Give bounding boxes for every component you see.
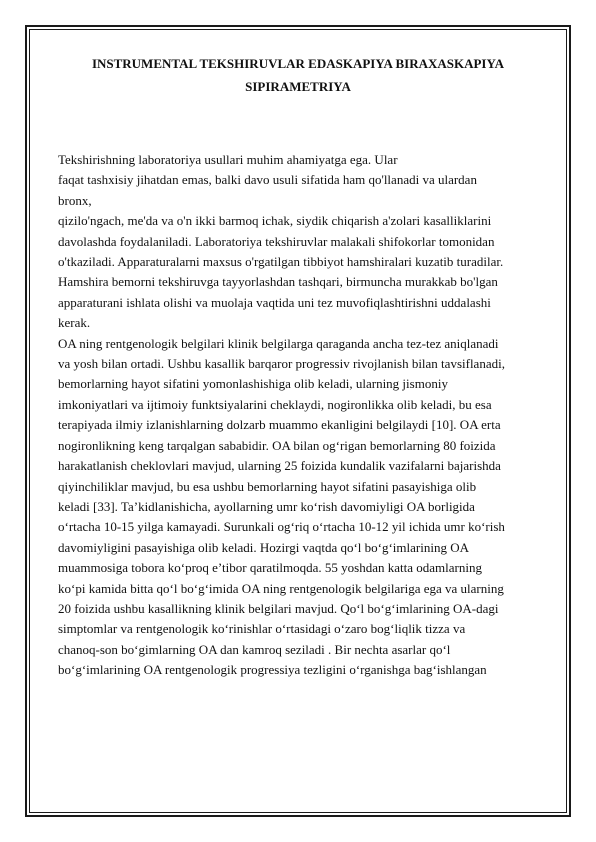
- document-body: [58, 150, 542, 681]
- text-line: o‘rtacha 10-15 yilga kamayadi. Surunkali og‘riq o‘rtacha 10-12 yil ichida umr ko‘rish: [58, 519, 505, 535]
- text-line: qiyinchiliklar mavjud, bu esa ushbu bemorlarning hayot sifatini pasayishiga olib: [58, 478, 477, 494]
- text-line: OA ning rentgenologik belgilari klinik belgilarga qaraganda ancha tez-tez aniqlanadi: [58, 335, 499, 351]
- text-line: ko‘pi kamida bitta qo‘l bo‘g‘imida OA ning rentgenologik belgilariga ega va ularning: [58, 580, 504, 596]
- text-line: chanoq-son bo‘gimlarning OA dan kamroq seziladi . Bir nechta asarlar qo‘l: [58, 641, 451, 657]
- text-line: simptomlar va rentgenologik ko‘rinishlar o‘rtasidagi o‘zaro bog‘liqlik tizza va: [58, 621, 466, 637]
- text-line: davomiyligini pasayishiga olib keladi. Hozirgi vaqtda qo‘l bo‘g‘imlarining OA: [58, 539, 469, 555]
- text-line: muammosiga tobora ko‘proq e’tibor qaratilmoqda. 55 yoshdan katta odamlarning: [58, 560, 482, 576]
- text-line: keladi [33]. Ta’kidlanishicha, ayollarning umr ko‘rish davomiyligi OA borligida: [58, 498, 475, 514]
- text-line: Tekshirishning laboratoriya usullari muhim ahamiyatga ega. Ular: [58, 152, 398, 167]
- text-line: Hamshira bemorni tekshiruvga tayyorlashdan tashqari, birmuncha murakkab bo'lgan: [58, 274, 498, 290]
- text-line: 20 foizida ushbu kasallikning klinik belgilari mavjud. Qo‘l bo‘g‘imlarining OA-dagi: [58, 600, 499, 616]
- title-line-1: INSTRUMENTAL TEKSHIRUVLAR EDASKAPIYA BIRAXASKAPIYA: [91, 56, 505, 71]
- text-line: apparaturani ishlata olishi va muolaja vaqtida uni tez muvofiqlashtirishni uddalashi: [58, 294, 491, 310]
- text-line: nogironlikning keng tarqalgan sababidir. OA bilan og‘rigan bemorlarning 80 foizida: [58, 437, 496, 453]
- text-line: imkoniyatlari va ijtimoiy funktsiyalarini cheklaydi, nogironlikka olib keladi, bu esa: [58, 396, 492, 412]
- document-title: [58, 52, 538, 98]
- text-line: bemorlarning hayot sifatini yomonlashishiga olib keladi, ularning jismoniy: [58, 376, 448, 392]
- text-line: davolashda foydalaniladi. Laboratoriya tekshiruvlar malakali shifokorlar tomonidan: [58, 233, 495, 249]
- text-line: harakatlanish cheklovlari mavjud, ularning 25 foizida kundalik vazifalarni bajarishda: [58, 458, 501, 474]
- text-line: qizilo'ngach, me'da va o'n ikki barmoq ichak, siydik chiqarish a'zolari kasalliklarini: [58, 213, 492, 229]
- text-line: bronx,: [58, 192, 92, 208]
- text-line: kerak.: [58, 315, 91, 331]
- title-line-2: SIPIRAMETRIYA: [245, 79, 351, 94]
- text-line: faqat tashxisiy jihatdan emas, balki davo usuli sifatida ham qo'llanadi va ulardan: [58, 172, 477, 188]
- text-line: va yosh bilan ortadi. Ushbu kasallik barqaror progressiv rivojlanish bilan tavsiflanadi,: [58, 356, 505, 372]
- text-line: o'tkaziladi. Apparaturalarni maxsus o'rgatilgan tibbiyot hamshiralari kuzatib turadilar.: [58, 254, 504, 270]
- text-line: bo‘g‘imlarining OA rentgenologik progressiya tezligini o‘rganishga bag‘ishlangan: [58, 662, 487, 678]
- text-line: terapiyada ilmiy izlanishlarning dolzarb muammo ekanligini belgilaydi [10]. OA erta: [58, 417, 501, 433]
